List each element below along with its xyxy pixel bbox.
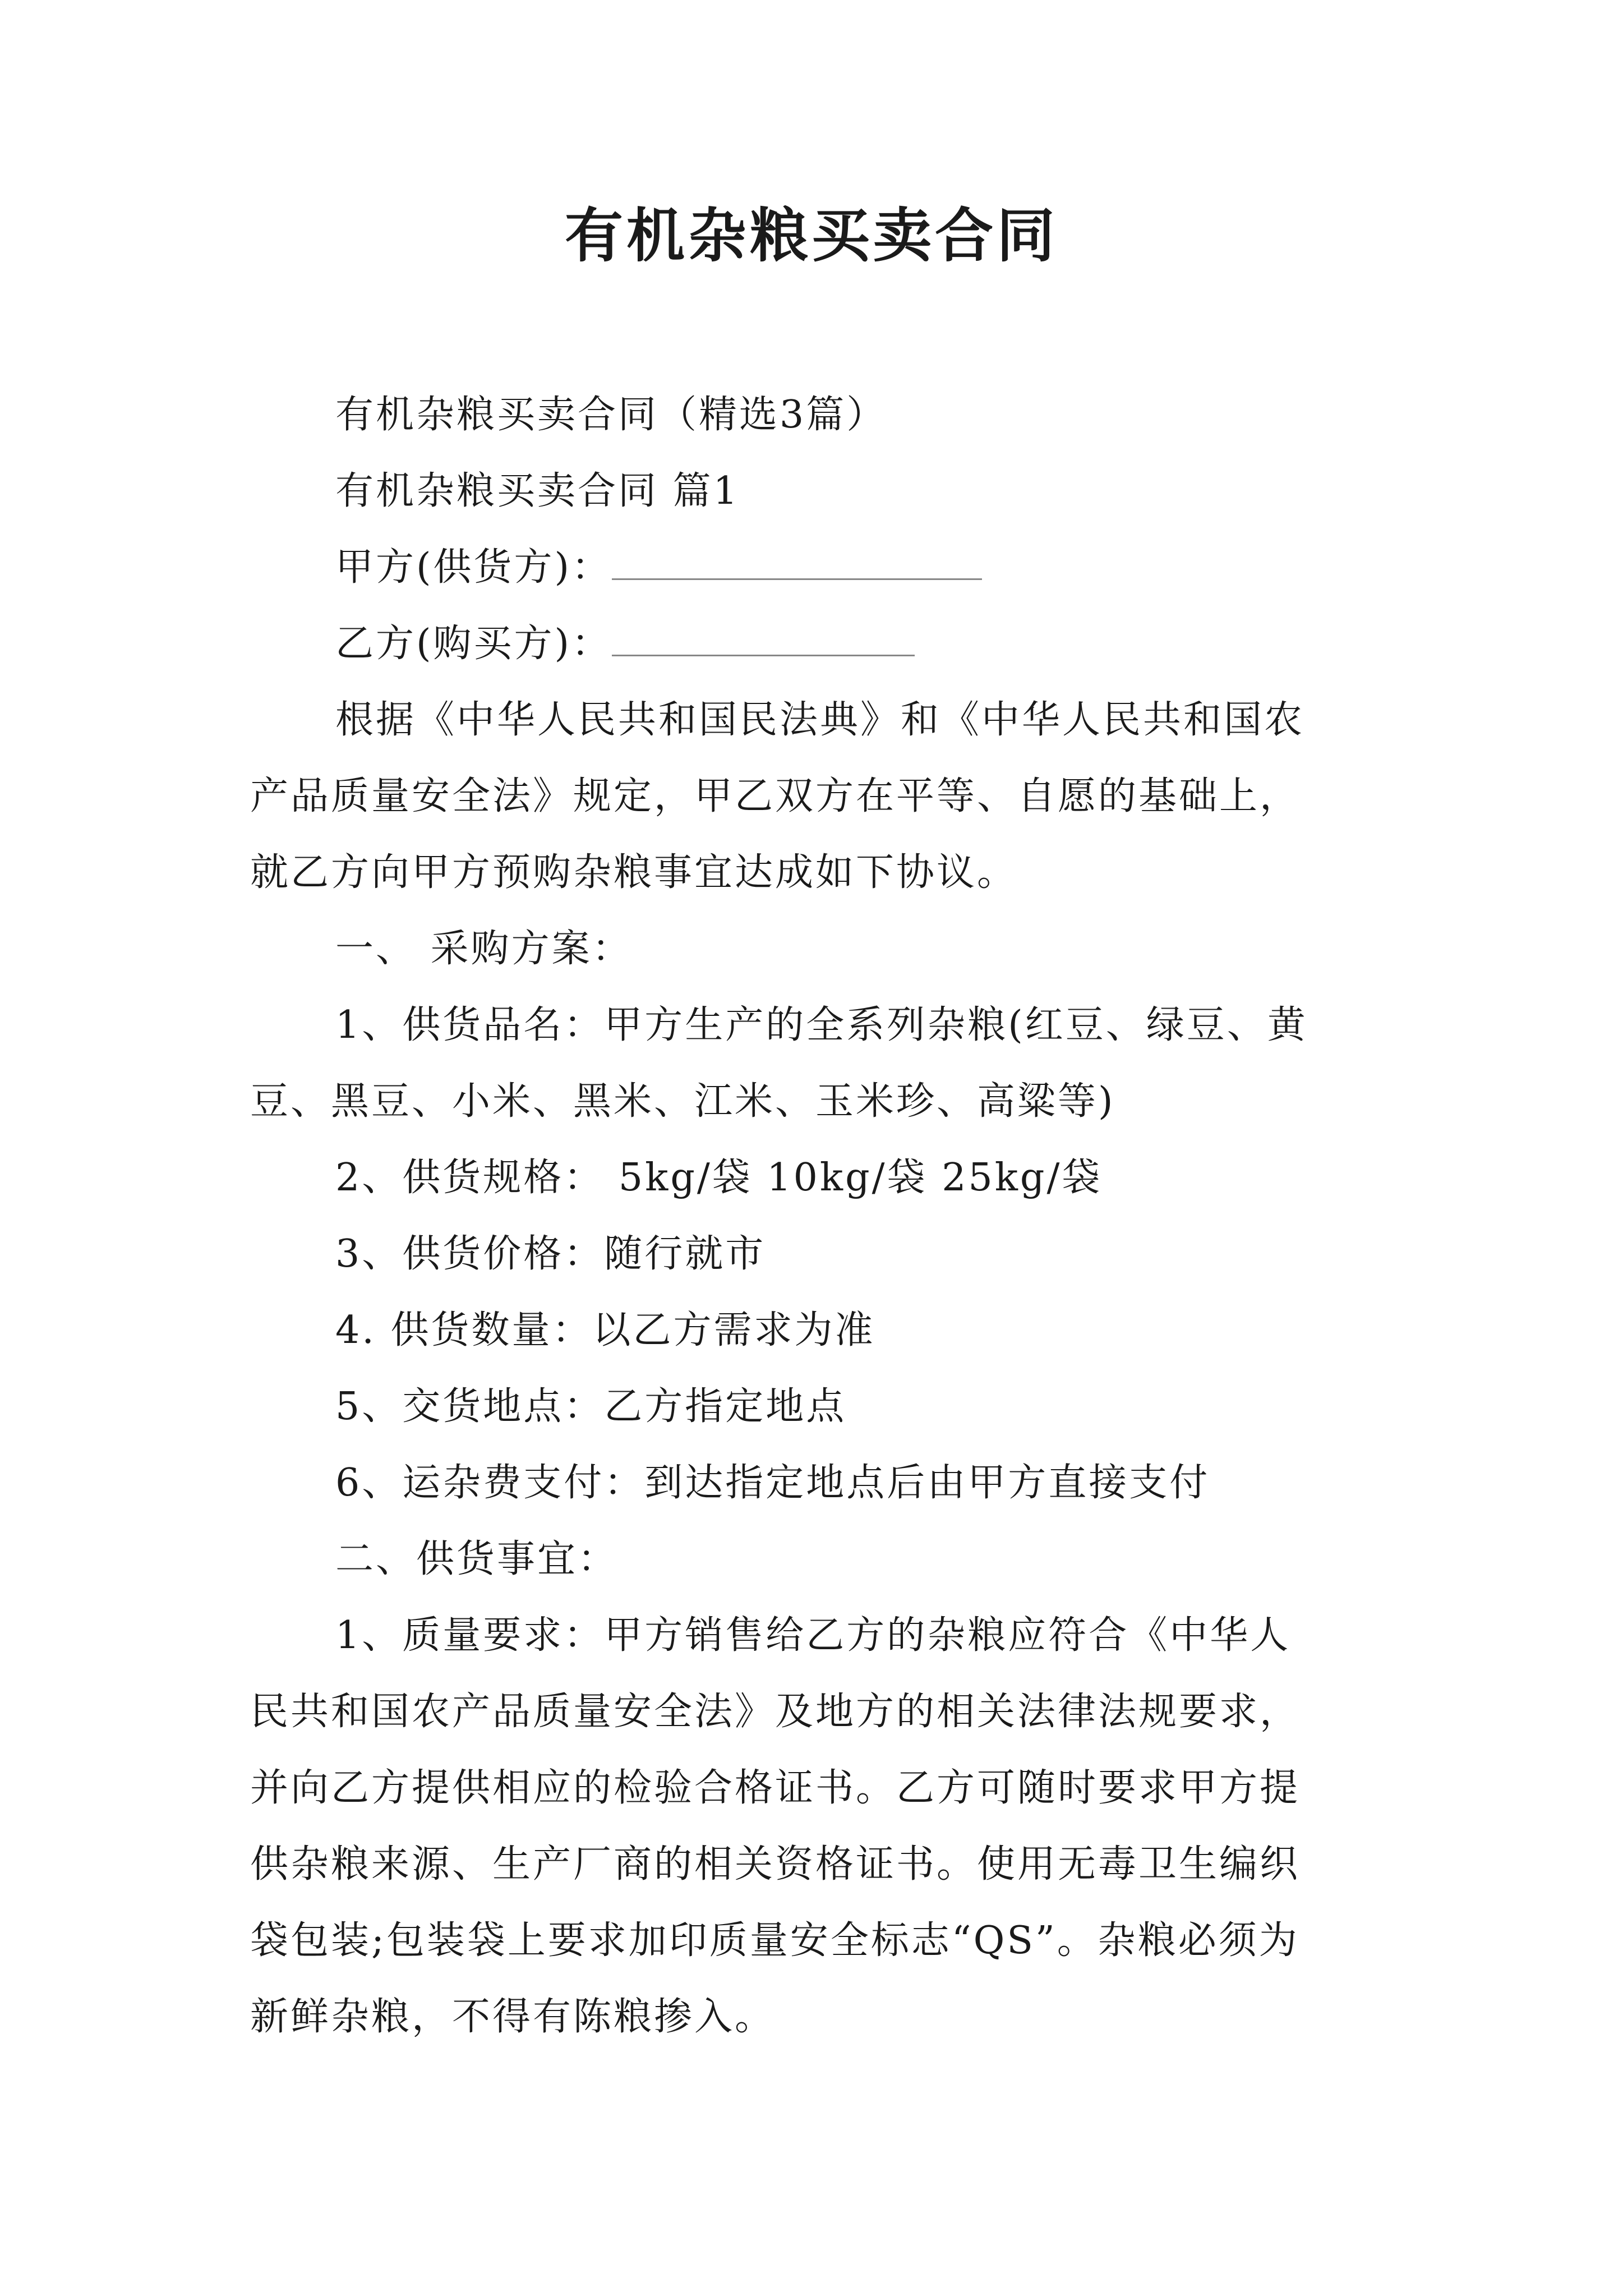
party-a-line <box>335 540 982 596</box>
paragraph-line: 根据《中华人民共和国民法典》和《中华人民共和国农 <box>335 698 1305 742</box>
section-heading: 有机杂粮买卖合同 篇1 <box>335 469 740 513</box>
subtitle-line: 有机杂粮买卖合同（精选3篇） <box>335 393 887 437</box>
party-a-label: 甲方(供货方)： <box>335 545 612 590</box>
document-title: 有机杂粮买卖合同 <box>564 201 1058 270</box>
list-item: 1、供货品名：甲方生产的全系列杂粮(红豆、绿豆、黄 <box>335 1003 1308 1047</box>
list-item: 6、运杂费支付：到达指定地点后由甲方直接支付 <box>335 1461 1210 1505</box>
list-item: 4. 供货数量：以乙方需求为准 <box>335 1308 875 1352</box>
list-item: 5、交货地点：乙方指定地点 <box>335 1384 847 1429</box>
section-heading: 二、供货事宜： <box>335 1537 619 1581</box>
paragraph-line: 供杂粮来源、生产厂商的相关资格证书。使用无毒卫生编织 <box>250 1842 1301 1887</box>
list-item: 2、供货规格： 5kg/袋 10kg/袋 25kg/袋 <box>335 1156 1103 1200</box>
paragraph-line: 就乙方向甲方预购杂粮事宜达成如下协议。 <box>250 850 1018 895</box>
list-item: 3、供货价格：随行就市 <box>335 1232 766 1276</box>
list-item-continuation: 豆、黑豆、小米、黑米、江米、玉米珍、高粱等) <box>250 1079 1115 1124</box>
paragraph-line: 新鲜杂粮，不得有陈粮掺入。 <box>250 1995 776 2039</box>
paragraph-line: 袋包装;包装袋上要求加印质量安全标志“QS”。杂粮必须为 <box>250 1918 1299 1963</box>
party-b-label: 乙方(购买方)： <box>335 622 612 666</box>
party-b-blank-field[interactable] <box>612 621 915 656</box>
paragraph-line: 民共和国农产品质量安全法》及地方的相关法律法规要求， <box>250 1690 1301 1734</box>
party-a-blank-field[interactable] <box>612 545 982 580</box>
section-heading: 一、 采购方案： <box>335 927 633 971</box>
paragraph-line: 1、质量要求：甲方销售给乙方的杂粮应符合《中华人 <box>335 1613 1291 1658</box>
party-b-line <box>335 616 915 672</box>
paragraph-line: 产品质量安全法》规定，甲乙双方在平等、自愿的基础上， <box>250 774 1301 818</box>
paragraph-line: 并向乙方提供相应的检验合格证书。乙方可随时要求甲方提 <box>250 1766 1301 1810</box>
